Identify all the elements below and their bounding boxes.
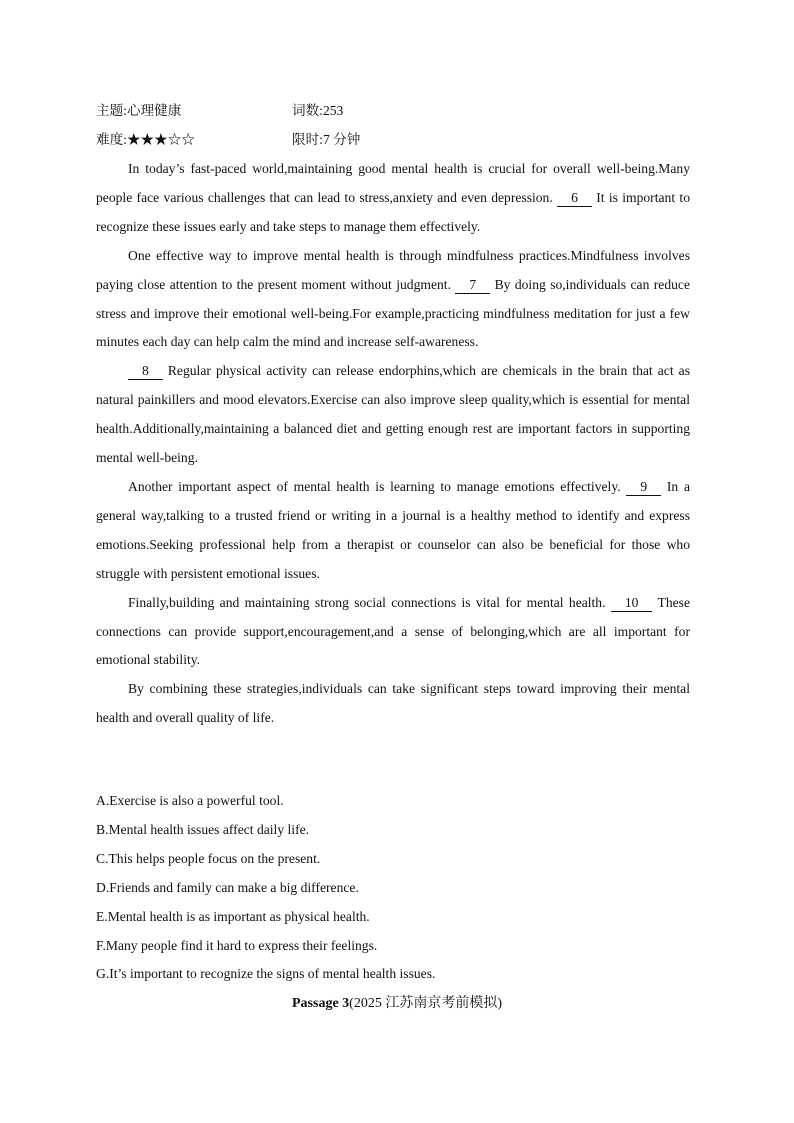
passage-heading bbox=[0, 990, 794, 1018]
paragraph-text: Another important aspect of mental health is learning to manage emotions effectively. bbox=[128, 478, 627, 494]
paragraph-2 bbox=[96, 242, 690, 358]
option-e: E.Mental health is as important as physical health. bbox=[96, 908, 370, 924]
option-f: F.Many people find it hard to express their feelings. bbox=[96, 937, 378, 953]
difficulty-label: 难度:★★★☆☆ bbox=[96, 132, 195, 147]
blank-7[interactable]: 7 bbox=[455, 277, 490, 294]
blank-9[interactable]: 9 bbox=[626, 479, 661, 496]
meta-row-2 bbox=[96, 126, 690, 155]
paragraph-text: By combining these strategies,individuals can take significant steps toward improving their mental health and overall quality of life. bbox=[96, 681, 690, 726]
article bbox=[96, 97, 690, 733]
passage-source: (2025 江苏南京考前模拟) bbox=[349, 996, 502, 1011]
paragraph-3 bbox=[96, 357, 690, 473]
time-limit-label: 限时:7 分钟 bbox=[292, 132, 361, 147]
paragraph-1 bbox=[96, 155, 690, 242]
passage-label: Passage 3 bbox=[292, 996, 350, 1011]
option-a: A.Exercise is also a powerful tool. bbox=[96, 793, 284, 808]
word-count-label: 词数:253 bbox=[292, 103, 344, 118]
paragraph-text: Regular physical activity can release endorphins,which are chemicals in the brain that act as natural painkillers and mood elevators.Exercise can also improve sleep quality,which is essential for mental health.Additionally,maintaining a balanced diet and getting enough rest are important factors in supporting mental well-being. bbox=[96, 363, 690, 466]
paragraph-text: Finally,building and maintaining strong social connections is vital for mental health. bbox=[128, 594, 611, 610]
paragraph-text: In today’s fast-paced world,maintaining good mental health is crucial for overall well-being.Many people face various challenges that can lead to stress,anxiety and even depression. bbox=[96, 161, 690, 205]
paragraph-text: By doing so,individuals can reduce stress and improve their emotional well-being.For example,practicing mindfulness meditation for just a few minutes each day can help calm the mind and increase self-awareness. bbox=[96, 276, 690, 350]
paragraph-text: One effective way to improve mental health is through mindfulness practices.Mindfulness involves paying close attention to the present moment without judgment. bbox=[96, 247, 690, 292]
paragraph-text: These connections can provide support,encouragement,and a sense of belonging,which are all important for emotional stability. bbox=[96, 594, 690, 668]
options-list bbox=[96, 787, 696, 989]
paragraph-6 bbox=[96, 675, 690, 733]
option-c: C.This helps people focus on the present. bbox=[96, 850, 321, 866]
paragraph-text: It is important to recognize these issues early and take steps to manage them effectively. bbox=[96, 189, 690, 234]
paragraph-5 bbox=[96, 589, 690, 676]
blank-10[interactable]: 10 bbox=[611, 595, 653, 612]
option-b: B.Mental health issues affect daily life. bbox=[96, 821, 310, 837]
option-g: G.It’s important to recognize the signs of mental health issues. bbox=[96, 966, 436, 982]
option-d: D.Friends and family can make a big difference. bbox=[96, 879, 359, 895]
paragraph-4 bbox=[96, 473, 690, 589]
meta-row-1 bbox=[96, 97, 690, 126]
blank-8[interactable]: 8 bbox=[128, 363, 163, 380]
blank-6[interactable]: 6 bbox=[557, 190, 592, 207]
paragraph-text: In a general way,talking to a trusted friend or writing in a journal is a healthy method to identify and express emotions.Seeking professional help from a therapist or counselor can also be beneficial for those who struggle with persistent emotional issues. bbox=[96, 478, 690, 581]
topic-label: 主题:心理健康 bbox=[96, 103, 182, 118]
